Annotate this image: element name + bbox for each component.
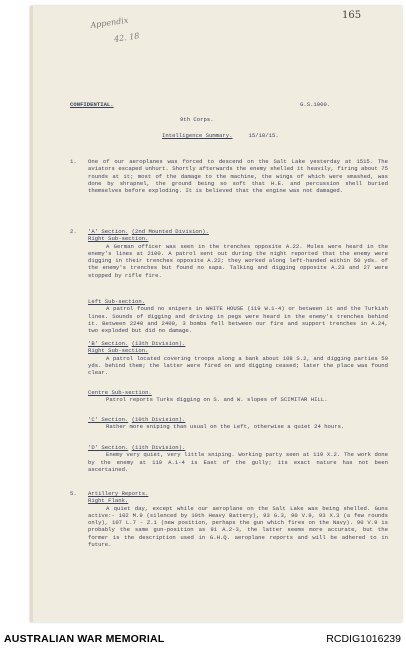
paragraph-2 xyxy=(70,228,388,279)
subsection-title: Right Flank. xyxy=(88,497,129,505)
c-section xyxy=(70,416,388,431)
section-title: 'B' Section. xyxy=(88,340,129,347)
subsection-title: Left Sub-section. xyxy=(88,298,146,305)
subsection-title: Centre Sub-section. xyxy=(88,389,152,396)
summary-title: Intelligence Summary. xyxy=(162,132,233,139)
left-subsection xyxy=(70,298,388,334)
handwritten-annotation-2: 42. 18 xyxy=(113,31,140,44)
section-division: (10th Division). xyxy=(131,416,186,423)
confidential-label: CONFIDENTIAL. xyxy=(70,101,114,108)
subsection-text: A German officer was seen in the trenches opposite A.22. Mules were heard in the enemy's lines at 2100. A patrol sent out during the night reported that the enemy were digging in their trenches opposite A.22; they worked along left-handed within 50 yds. of the enemy's trenches but found no sapa. Talking and digging opposite A.23 and 27 were stopped by rifle fire. xyxy=(88,242,388,279)
subsection-title: Right Sub-section. xyxy=(88,235,149,243)
section-heading xyxy=(88,416,388,423)
section-division: (2nd Mounted Division). xyxy=(131,228,209,235)
paragraph-number: 1. xyxy=(70,158,77,165)
section-division: (13th Division). xyxy=(131,340,186,347)
reference-number: G.S.1000. xyxy=(300,101,331,108)
centre-subsection xyxy=(70,389,388,404)
paragraph-text: One of our aeroplanes was forced to descend on the Salt Lake yesterday at 1515. The aviators escaped unhurt. Shortly afterwards the enemy shelled it heavily, firing about 75 rounds at it; most of the damage to the machine, the wings of which were smashed, was done by shrapnel, the ground being so soft that H.E. and percussion shell buried themselves before exploding. It is believed that the engine was not damaged. xyxy=(88,158,388,195)
subsection-text: A patrol located covering troops along a bank about 108 S.2, and digging parties 50 yds. behind them; the latter were fired on and digging ceased; later the place was found clear. xyxy=(88,354,388,377)
page-number: 165 xyxy=(342,10,362,21)
section-title: 'D' Section. xyxy=(88,444,129,451)
paragraph-number: 5. xyxy=(70,490,77,497)
archive-id: RCDIG1016239 xyxy=(326,633,401,645)
paragraph-number: 2. xyxy=(70,228,77,235)
b-section xyxy=(70,340,388,376)
subsection-title: Right Sub-section. xyxy=(88,347,149,355)
section-heading xyxy=(88,340,388,347)
section-heading xyxy=(88,228,388,235)
corps-heading: 9th Corps. xyxy=(180,116,214,123)
subsection-text: A patrol found no snipers in WHITE HOUSE (119 W.1-4) or between it and the Turkish lines. Sounds of digging and driving in pegs were heard in the enemy's trenches behind it. Between 2240 and 2400, 3 bombs fell between our fire and support trenches in A.24, two exploded but did no damage. xyxy=(88,305,388,335)
section-division: (11th Division). xyxy=(131,444,186,451)
paragraph-1 xyxy=(70,158,388,194)
archive-credit: AUSTRALIAN WAR MEMORIAL xyxy=(4,633,165,645)
subsection-text: Patrol reports Turks digging on S. and W. slopes of SCIMITAR HILL. xyxy=(106,396,328,404)
handwritten-annotation: Appendix xyxy=(89,15,129,30)
section-text: Rather more sniping than usual on the Left, otherwise a quiet 24 hours. xyxy=(106,423,345,431)
d-section xyxy=(70,444,388,473)
summary-heading xyxy=(162,132,279,139)
section-title: 'C' Section. xyxy=(88,416,129,423)
section-title: Artillery Reports. xyxy=(88,490,149,497)
section-heading xyxy=(88,444,388,451)
section-text: A quiet day, except while our aeroplane on the Salt Lake was being shelled. Guns active:- 102 M.9 (silenced by 10th Heavy Battery), 93 G.3, 90 V.9, 93 X.3 (a few rounds only), 107 L.7 - Z.1 (new position, perhaps the gun which fires on the Navy). 90 V.9 is probably the same gun-position as 91 A.2-3, the latter seems more accurate, but the former is the description used in G.H.Q. aeroplane reports and will be adhered to in future. xyxy=(88,504,388,549)
section-title: 'A' Section. xyxy=(88,228,129,235)
page-edge xyxy=(30,6,33,622)
summary-date: 15/10/15. xyxy=(248,132,279,139)
document-page xyxy=(30,6,402,622)
paragraph-5 xyxy=(70,490,388,548)
section-text: Enemy very quiet, very little sniping. Working party seen at 119 X.2. The work done by the enemy at 119 A.1-4 is East of the gully; its exact nature has not been ascertained. xyxy=(88,451,388,473)
